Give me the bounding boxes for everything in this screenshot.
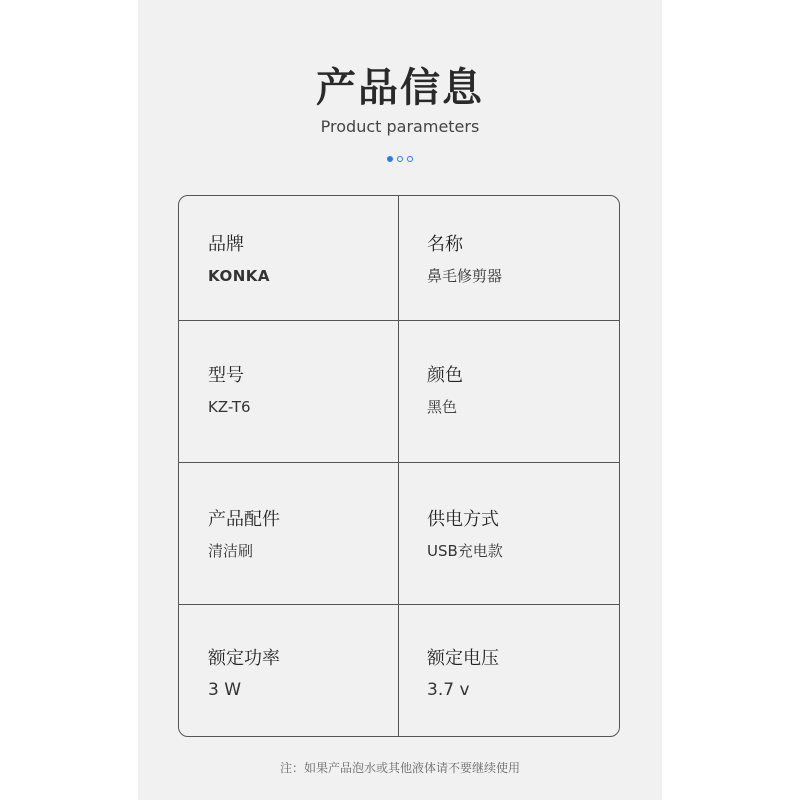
dot-icon	[407, 156, 413, 162]
param-model	[179, 321, 399, 462]
param-color	[399, 321, 619, 462]
param-label: 型号	[208, 365, 244, 386]
param-value: 3.7 v	[427, 680, 470, 700]
param-label: 名称	[427, 234, 463, 255]
decorative-dots	[138, 156, 662, 162]
dot-icon	[387, 156, 393, 162]
table-row	[179, 604, 619, 737]
param-value: 黑色	[427, 398, 458, 416]
param-label: 产品配件	[208, 509, 280, 530]
table-row	[179, 320, 619, 462]
param-value: 3 W	[208, 680, 242, 700]
param-label: 品牌	[208, 234, 244, 255]
param-label: 颜色	[427, 365, 463, 386]
param-label: 额定功率	[208, 648, 280, 669]
param-name	[399, 196, 619, 320]
table-row	[179, 462, 619, 604]
dot-icon	[397, 156, 403, 162]
table-row	[179, 196, 619, 320]
param-value: 鼻毛修剪器	[427, 267, 503, 285]
param-label: 供电方式	[427, 509, 499, 530]
param-power-supply	[399, 463, 619, 604]
page-subtitle: Product parameters	[320, 117, 480, 136]
param-rated-voltage	[399, 605, 619, 737]
param-accessory	[179, 463, 399, 604]
parameter-table	[178, 195, 620, 737]
param-value: USB充电款	[427, 542, 503, 560]
param-brand	[179, 196, 399, 320]
param-label: 额定电压	[427, 648, 499, 669]
param-value: KONKA	[208, 267, 270, 285]
param-rated-power	[179, 605, 399, 737]
footer-note: 注：如果产品泡水或其他液体请不要继续使用	[279, 761, 520, 775]
page-title: 产品信息	[316, 65, 484, 111]
param-value: 清洁刷	[208, 542, 254, 560]
param-value: KZ-T6	[208, 398, 251, 416]
